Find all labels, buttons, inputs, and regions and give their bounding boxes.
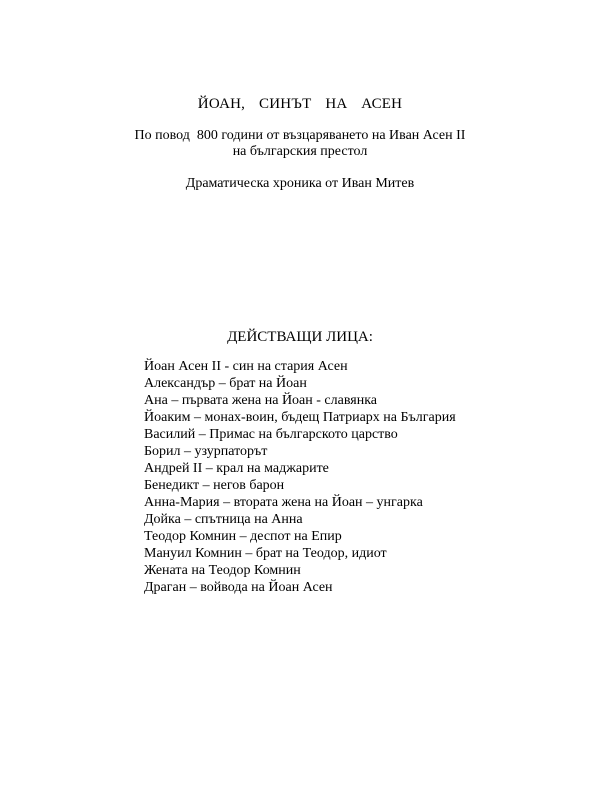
genre-subtitle: Драматическа хроника от Иван Митев [185,176,415,191]
cast-item: Анна-Мария – втората жена на Йоан – унгарка [144,495,423,510]
cast-item: Бенедикт – негов барон [144,478,285,493]
cast-item: Василий – Примас на българското царство [144,427,398,442]
cast-item: Андрей II – крал на маджарите [144,461,329,476]
cast-item: Йоан Асен II - син на стария Асен [144,359,348,374]
cast-item: Жената на Теодор Комнин [144,563,301,578]
play-title: ЙОАН, СИНЪТ НА АСЕН [197,96,403,112]
occasion-line-1: По повод 800 години от възцаряването на Иван Асен II [134,128,466,143]
cast-item: Ана – първата жена на Йоан - славянка [144,393,377,408]
cast-heading: ДЕЙСТВАЩИ ЛИЦА: [227,329,373,345]
cast-item: Теодор Комнин – деспот на Епир [144,529,342,544]
cast-item: Мануил Комнин – брат на Теодор, идиот [144,546,387,561]
occasion-text [0,128,600,160]
cast-list [144,358,456,596]
cast-item: Драган – войвода на Йоан Асен [144,580,333,595]
cast-item: Йоаким – монах-воин, бъдещ Патриарх на България [144,410,456,425]
occasion-line-2: на българския престол [232,144,368,159]
cast-item: Дойка – спътница на Анна [144,512,303,527]
cast-item: Александър – брат на Йоан [144,376,307,391]
cast-item: Борил – узурпаторът [144,444,268,459]
